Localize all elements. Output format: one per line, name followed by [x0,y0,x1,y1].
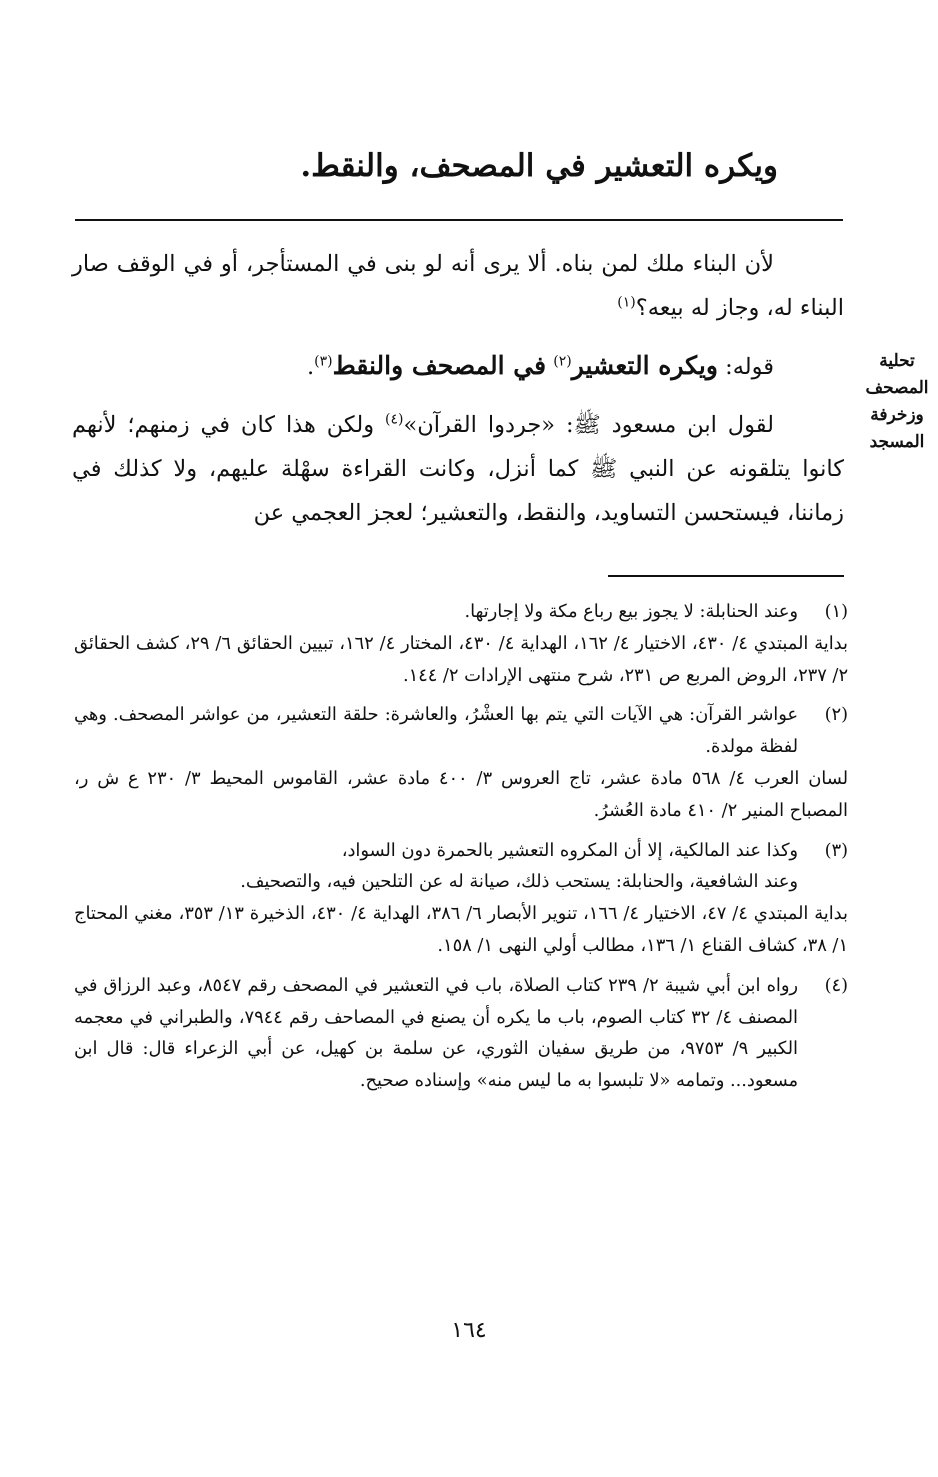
footnote [74,835,848,962]
footnote-number: (١) [824,601,848,622]
footnote [74,970,848,1097]
footnote-text: رواه ابن أبي شيبة ٢/ ٢٣٩ كتاب الصلاة، باب في التعشير في المصحف رقم ٨٥٤٧، وعبد الرزاق في المصنف ٤/ ٣٢ كتاب الصوم، باب ما يكره أن يصنع في المصاحف رقم ٧٩٤٤، والطبراني في معجمه الكبير ٩/ ٩٧٥٣، من طريق سفيان الثوري، عن سلمة بن كهيل، عن أبي الزعراء قال: قال ابن مسعود... وتمامه «لا تلبسوا به ما ليس منه» وإسناده صحيح. [74,974,798,1092]
footnote-number: (٣) [824,839,848,861]
running-head: ويكره التعشير في المصحف، والنقط. [300,148,778,184]
margin-note [858,348,936,456]
footnotes [74,596,848,1105]
footnote-sources: بداية المبتدي ٤/ ٤٧، الاختيار ٤/ ١٦٦، تنوير الأبصار ٦/ ٣٨٦، الهداية ٤/ ٤٣٠، الذخيرة ١٣/ ٣٥٣، مغني المحتاج ١/ ٣٨، كشاف القناع ١/ ١٣٦، مطالب أولي النهى ١/ ١٥٨. [74,903,848,956]
main-text [72,242,844,535]
footnote-ref: (٣) [314,353,333,370]
margin-note-line: وزخرفة [870,405,924,425]
quoted-text: في المصحف والنقط [332,351,547,380]
paragraph-text: لأن البناء ملك لمن بناه. ألا يرى أنه لو بنى في المستأجر، أو في الوقف صار البناء له، وجاز له بيعه؟ [72,251,844,321]
footnote-text: وعند الحنابلة: لا يجوز بيع رباع مكة ولا إجارتها. [464,601,798,622]
footnote-ref: (٢) [553,353,572,370]
footnote-text: وكذا عند المالكية، إلا أن المكروه التعشير بالحمرة دون السواد، [341,839,798,861]
page-number: ١٦٤ [451,1318,487,1343]
footnote-sources: بداية المبتدي ٤/ ٤٣٠، الاختيار ٤/ ١٦٢، الهداية ٤/ ٤٣٠، المختار ٤/ ١٦٢، تبيين الحقائق ٦/ ٢٩، كشف الحقائق ٢/ ٢٣٧، الروض المربع ص ٢٣١، شرح منتهى الإرادات ٢/ ١٤٤. [74,632,848,686]
paragraph [72,242,844,330]
footnote-sources: لسان العرب ٤/ ٥٦٨ مادة عشر، تاج العروس ٣/ ٤٠٠ مادة عشر، القاموس المحيط ٣/ ٢٣٠ ع ش ر، المصباح المنير ٢/ ٤١٠ مادة العُشرُ. [74,767,848,821]
footnote-text: عواشر القرآن: هي الآيات التي يتم بها العشْرُ، والعاشرة: حلقة التعشير، من عواشر المصحف. وهي لفظة مولدة. [74,704,798,758]
footnote [74,596,848,691]
margin-note-line: تحلية [879,351,915,371]
period: . [306,354,315,380]
header-rule [75,219,843,221]
quote-lead: قوله: [725,354,774,380]
footnote-rule [608,575,844,577]
footnote-number: (٤) [824,974,848,996]
paragraph [72,344,844,389]
footnote [74,699,848,826]
paragraph [72,403,844,535]
paragraph-text: لقول ابن مسعود ﷺ: «جردوا القرآن» [403,412,774,438]
footnote-number: (٢) [824,704,848,726]
margin-note-line: المصحف [865,378,929,398]
paragraph-text: ولكن هذا كان في زمنهم؛ لأنهم كانوا يتلقونه عن النبي ﷺ كما أنزل، وكانت القراءة سهْلة عليهم، ولا كذلك في زماننا، فيستحسن التساويد، والنقط، والتعشير؛ لعجز العجمي عن [72,412,844,526]
footnote-text: وعند الشافعية، والحنابلة: يستحب ذلك، صيانة له عن التلحين فيه، والتصحيف. [240,871,798,893]
quoted-text: ويكره التعشير [571,351,718,380]
margin-note-line: المسجد [869,432,925,452]
footnote-ref: (٤) [385,411,404,428]
footnote-ref: (١) [617,294,636,311]
